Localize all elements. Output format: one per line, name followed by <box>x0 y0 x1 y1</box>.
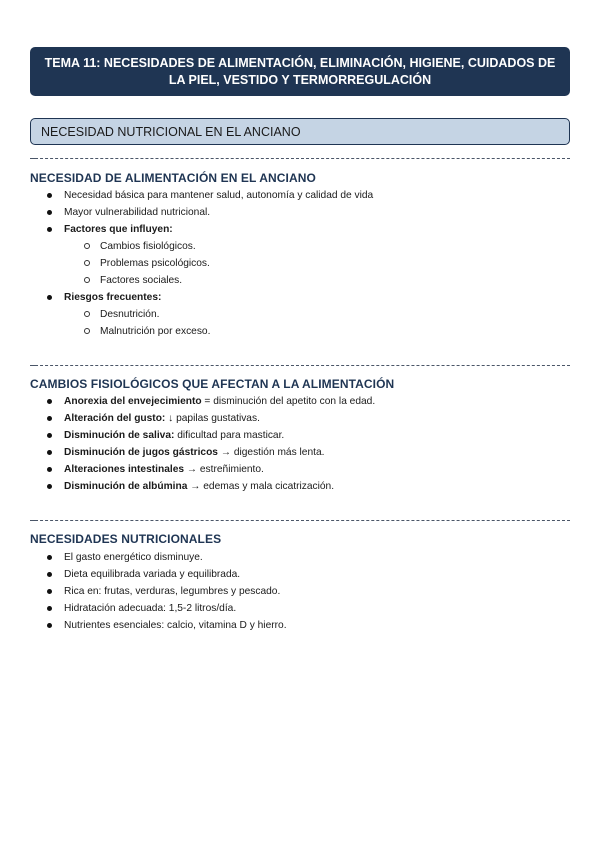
list-item: Factores que influyen: <box>30 221 373 238</box>
list-item: Anorexia del envejecimiento = disminución del apetito con la edad. <box>30 393 375 410</box>
section-heading: CAMBIOS FISIOLÓGICOS QUE AFECTAN A LA ALIMENTACIÓN <box>30 377 395 391</box>
bullet-list <box>30 393 375 495</box>
dashed-separator <box>30 365 570 366</box>
bullet-list <box>30 187 373 340</box>
dashed-separator <box>30 520 570 521</box>
list-item: Riesgos frecuentes: <box>30 289 373 306</box>
sub-list-item: Malnutrición por exceso. <box>30 323 373 340</box>
section-heading: NECESIDADES NUTRICIONALES <box>30 532 222 546</box>
list-item: Dieta equilibrada variada y equilibrada. <box>30 566 287 583</box>
section-title-label: NECESIDAD NUTRICIONAL EN EL ANCIANO <box>41 124 301 139</box>
list-item: Hidratación adecuada: 1,5-2 litros/día. <box>30 600 287 617</box>
sub-list-item: Desnutrición. <box>30 306 373 323</box>
list-item: Disminución de saliva: dificultad para masticar. <box>30 427 375 444</box>
list-item: Disminución de jugos gástricos → digestión más lenta. <box>30 444 375 461</box>
list-item: Nutrientes esenciales: calcio, vitamina D y hierro. <box>30 617 287 634</box>
list-item: Alteraciones intestinales → estreñimiento. <box>30 461 375 478</box>
list-item: El gasto energético disminuye. <box>30 549 287 566</box>
list-item: Alteración del gusto: ↓ papilas gustativas. <box>30 410 375 427</box>
section-title-box <box>30 118 570 145</box>
sub-list-item: Factores sociales. <box>30 272 373 289</box>
sub-list-item: Problemas psicológicos. <box>30 255 373 272</box>
dashed-separator <box>30 158 570 159</box>
bullet-list <box>30 549 287 634</box>
section-heading: NECESIDAD DE ALIMENTACIÓN EN EL ANCIANO <box>30 171 316 185</box>
document-title: TEMA 11: NECESIDADES DE ALIMENTACIÓN, ELIMINACIÓN, HIGIENE, CUIDADOS DE LA PIEL, VESTIDO Y TERMORREGULACIÓN <box>30 47 570 96</box>
list-item: Rica en: frutas, verduras, legumbres y pescado. <box>30 583 287 600</box>
list-item: Necesidad básica para mantener salud, autonomía y calidad de vida <box>30 187 373 204</box>
sub-list-item: Cambios fisiológicos. <box>30 238 373 255</box>
list-item: Disminución de albúmina → edemas y mala cicatrización. <box>30 478 375 495</box>
list-item: Mayor vulnerabilidad nutricional. <box>30 204 373 221</box>
